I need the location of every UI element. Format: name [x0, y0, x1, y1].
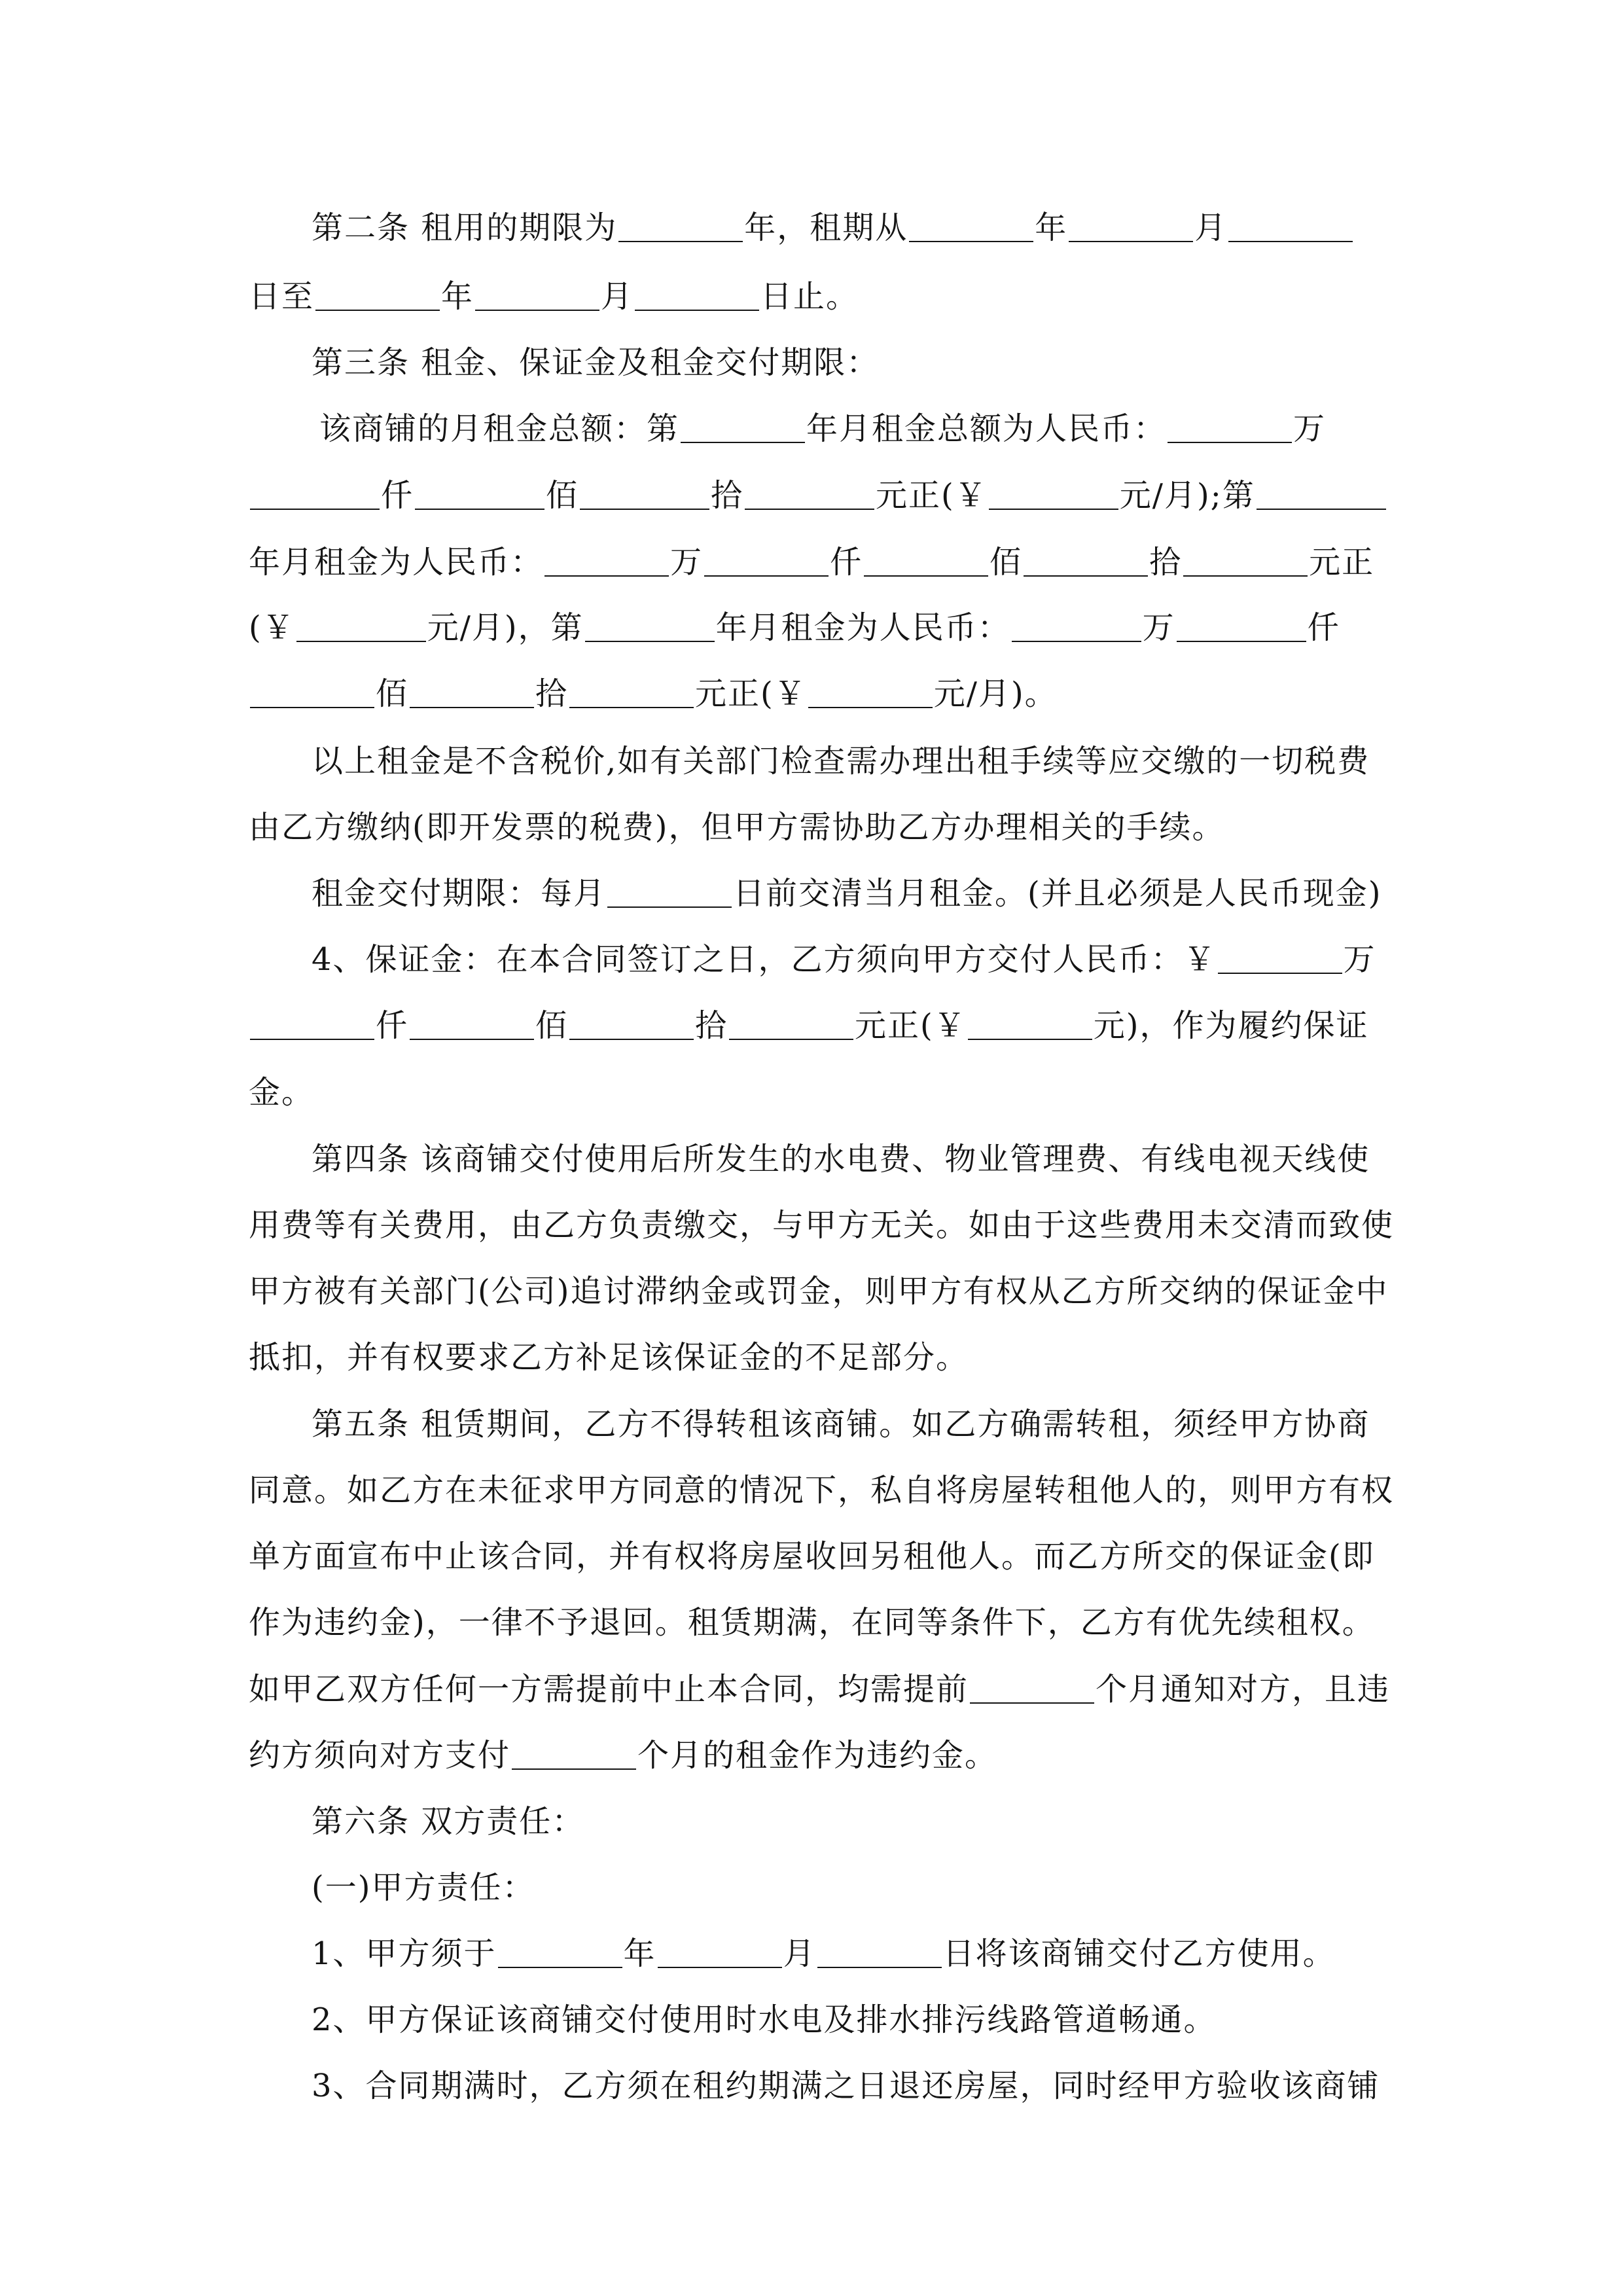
text-segment: 仟 — [376, 1007, 409, 1044]
text-segment: 该商铺的月租金总额：第 — [319, 410, 680, 447]
blank-field — [1069, 241, 1193, 242]
text-line — [312, 1405, 1370, 1444]
text-segment: 以上租金是不含税价,如有关部门检查需办理出租手续等应交缴的一切税费 — [312, 743, 1370, 780]
text-line — [312, 2000, 1217, 2039]
text-line — [249, 808, 1224, 847]
text-segment: 单方面宣布中止该合同，并有权将房屋收回另租他人。而乙方所交的保证金(即 — [249, 1538, 1375, 1575]
text-line — [249, 1603, 1375, 1642]
text-segment: 约方须向对方支付 — [249, 1737, 511, 1774]
text-line — [312, 1139, 1370, 1179]
blank-field — [968, 1039, 1092, 1040]
text-line — [312, 343, 879, 382]
text-segment: 金。 — [249, 1074, 315, 1111]
text-line — [312, 1868, 535, 1907]
text-line — [249, 1471, 1394, 1510]
text-segment: 万 — [1142, 609, 1175, 646]
text-segment: 抵扣，并有权要求乙方补足该保证金的不足部分。 — [249, 1339, 969, 1376]
text-line — [249, 674, 1058, 713]
text-segment: 用费等有关费用，由乙方负责缴交，与甲方无关。如由于这些费用未交清而致使 — [249, 1207, 1395, 1244]
text-segment: 第五条 租赁期间，乙方不得转租该商铺。如乙方确需转租，须经甲方协商 — [312, 1406, 1370, 1443]
blank-field — [498, 1967, 622, 1968]
text-segment: 佰 — [535, 1007, 569, 1044]
text-segment: 甲方被有关部门(公司)追讨滞纳金或罚金，则甲方有权从乙方所交纳的保证金中 — [249, 1273, 1389, 1310]
text-line — [249, 1073, 314, 1112]
text-segment: 佰 — [990, 544, 1023, 581]
blank-field — [817, 1967, 942, 1968]
text-segment: 佰 — [376, 675, 409, 712]
text-segment: 第四条 该商铺交付使用后所发生的水电费、物业管理费、有线电视天线使 — [312, 1141, 1370, 1177]
blank-field — [745, 509, 874, 510]
blank-field — [635, 310, 759, 311]
text-segment: 由乙方缴纳(即开发票的税费)，但甲方需协助乙方办理相关的手续。 — [249, 809, 1225, 846]
blank-field — [681, 442, 805, 443]
text-line — [249, 1272, 1388, 1311]
blank-field — [1183, 575, 1308, 577]
text-segment: (一)甲方责任： — [312, 1869, 535, 1906]
text-segment: 年 — [441, 278, 474, 315]
blank-field — [729, 1039, 853, 1040]
text-line — [249, 1537, 1375, 1576]
blank-field — [250, 707, 374, 708]
blank-field — [585, 641, 715, 642]
text-segment: 如甲乙双方任何一方需提前中止本合同，均需提前 — [249, 1671, 969, 1708]
text-segment: 元正(￥ — [695, 675, 807, 712]
text-segment: 1、甲方须于 — [312, 1935, 497, 1972]
text-line — [249, 543, 1374, 582]
text-segment: 租金交付期限：每月 — [312, 875, 607, 912]
blank-field — [704, 575, 829, 577]
text-segment: 元/月);第 — [1119, 477, 1255, 514]
text-segment: 拾 — [695, 1007, 728, 1044]
text-segment: 仟 — [1307, 609, 1340, 646]
text-line — [249, 277, 859, 316]
blank-field — [580, 509, 709, 510]
blank-field — [512, 1768, 636, 1770]
blank-field — [1168, 442, 1292, 443]
text-segment: 万 — [1293, 410, 1327, 447]
blank-field — [475, 310, 599, 311]
text-line — [312, 2066, 1380, 2106]
text-segment: 年月租金为人民币： — [249, 544, 544, 581]
blank-field — [569, 1039, 694, 1040]
text-segment: 同意。如乙方在未征求甲方同意的情况下，私自将房屋转租他人的，则甲方有权 — [249, 1472, 1395, 1509]
text-segment: 日止。 — [760, 278, 859, 315]
text-segment: 年，租期从 — [744, 209, 908, 246]
text-segment: 个月的租金作为违约金。 — [637, 1737, 998, 1774]
text-segment: 第三条 租金、保证金及租金交付期限： — [312, 344, 880, 381]
text-line — [249, 1670, 1390, 1709]
text-line — [312, 874, 1382, 913]
text-line — [312, 1802, 584, 1841]
text-segment: 作为违约金)，一律不予退回。租赁期满，在同等条件下，乙方有优先续租权。 — [249, 1604, 1375, 1641]
text-segment: 拾 — [711, 477, 744, 514]
blank-field — [415, 509, 544, 510]
blank-field — [989, 509, 1118, 510]
text-segment: 元正 — [1309, 544, 1375, 581]
text-segment: 仟 — [830, 544, 863, 581]
text-segment: 个月通知对方，且违 — [1096, 1671, 1391, 1708]
text-segment: 月 — [601, 278, 634, 315]
text-segment: 3、合同期满时，乙方须在租约期满之日退还房屋，同时经甲方验收该商铺 — [312, 2068, 1380, 2104]
blank-field — [1177, 641, 1306, 642]
text-segment: 日将该商铺交付乙方使用。 — [942, 1935, 1336, 1972]
text-segment: 第二条 租用的期限为 — [312, 209, 618, 246]
text-segment: 年 — [623, 1935, 656, 1972]
blank-field — [1228, 241, 1353, 242]
blank-field — [1024, 575, 1148, 577]
blank-field — [315, 310, 440, 311]
text-line — [249, 1006, 1369, 1045]
text-segment: 第六条 双方责任： — [312, 1803, 585, 1840]
text-segment: 月 — [1194, 209, 1228, 246]
text-line — [312, 208, 1354, 247]
blank-field — [250, 509, 380, 510]
text-segment: 拾 — [1149, 544, 1183, 581]
text-segment: 元/月)。 — [933, 675, 1058, 712]
text-line — [319, 409, 1326, 448]
text-segment: 日前交清当月租金。(并且必须是人民币现金) — [733, 875, 1382, 912]
text-segment: 2、甲方保证该商铺交付使用时水电及排水排污线路管道畅通。 — [312, 2001, 1217, 2038]
text-line — [249, 608, 1340, 647]
blank-field — [250, 1039, 374, 1040]
blank-field — [607, 906, 732, 908]
text-segment: 月 — [783, 1935, 816, 1972]
text-segment: 佰 — [546, 477, 579, 514]
text-segment: 元正(￥ — [855, 1007, 967, 1044]
blank-field — [410, 1039, 534, 1040]
blank-field — [909, 241, 1033, 242]
blank-field — [296, 641, 426, 642]
text-line — [249, 1736, 997, 1775]
text-segment: 年 — [1035, 209, 1068, 246]
text-line — [249, 1338, 969, 1377]
text-segment: 4、保证金：在本合同签订之日，乙方须向甲方交付人民币：￥ — [312, 941, 1217, 978]
text-segment: 年月租金为人民币： — [715, 609, 1010, 646]
blank-field — [658, 1967, 782, 1968]
text-segment: 元/月)，第 — [427, 609, 584, 646]
text-segment: 年月租金总额为人民币： — [806, 410, 1167, 447]
text-line — [312, 1934, 1336, 1973]
text-segment: 仟 — [381, 477, 414, 514]
text-segment: 元)，作为履约保证 — [1093, 1007, 1369, 1044]
text-segment: 万 — [670, 544, 704, 581]
blank-field — [1257, 509, 1386, 510]
text-line — [312, 940, 1376, 979]
blank-field — [970, 1702, 1094, 1704]
text-segment: 万 — [1343, 941, 1376, 978]
text-line — [249, 476, 1387, 515]
blank-field — [569, 707, 694, 708]
blank-field — [618, 241, 743, 242]
text-segment: 元正(￥ — [876, 477, 988, 514]
blank-field — [544, 575, 669, 577]
text-line — [312, 742, 1370, 781]
blank-field — [1218, 973, 1342, 974]
text-line — [249, 1206, 1394, 1245]
text-segment: 拾 — [535, 675, 569, 712]
text-segment: (￥ — [249, 609, 295, 646]
blank-field — [410, 707, 534, 708]
blank-field — [864, 575, 988, 577]
blank-field — [1012, 641, 1141, 642]
text-segment: 日至 — [249, 278, 315, 315]
blank-field — [808, 707, 933, 708]
